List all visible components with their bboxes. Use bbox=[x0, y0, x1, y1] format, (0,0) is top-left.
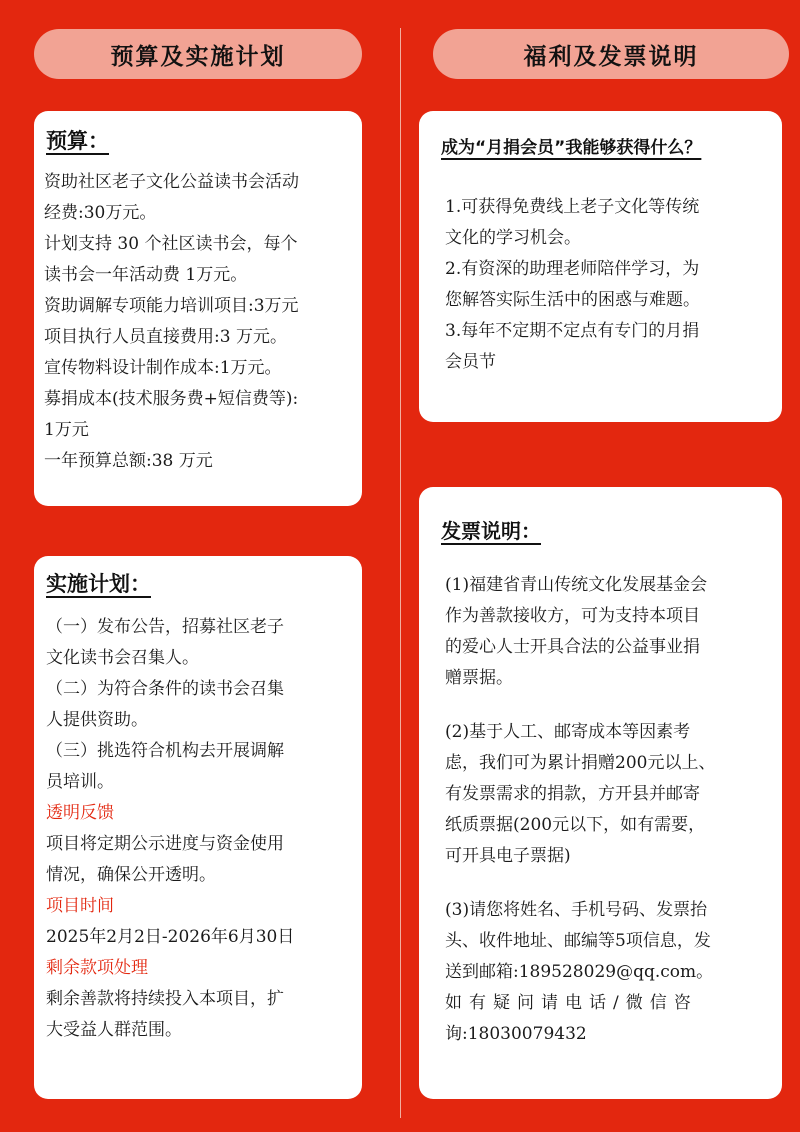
invoice-line: (1)福建省青山传统文化发展基金会 bbox=[445, 575, 708, 595]
transparency-line: 情况，确保公开透明。 bbox=[46, 865, 216, 885]
benefits-lines bbox=[441, 192, 772, 378]
plan-title: 实施计划： bbox=[46, 572, 151, 596]
invoice-line: 有发票需求的捐款，方开县并邮寄 bbox=[445, 784, 700, 804]
budget-plan-header bbox=[34, 29, 362, 79]
invoice-line: 纸质票据(200元以下，如有需要， bbox=[445, 815, 706, 835]
benefit-line: 文化的学习机会。 bbox=[445, 228, 581, 248]
plan-line: 员培训。 bbox=[46, 772, 114, 792]
budget-plan-header-label: 预算及实施计划 bbox=[110, 43, 286, 70]
invoice-line: (3)请您将姓名、手机号码、发票抬 bbox=[445, 900, 708, 920]
invoice-paragraph-1 bbox=[445, 570, 772, 694]
invoice-line: 可开具电子票据) bbox=[445, 846, 571, 866]
budget-line: 资助社区老子文化公益读书会活动 bbox=[44, 172, 299, 192]
benefits-invoice-header bbox=[433, 29, 789, 79]
transparency-heading: 透明反馈 bbox=[46, 803, 114, 823]
plan-card bbox=[34, 556, 362, 1099]
benefits-title: 成为“月捐会员”我能够获得什么？ bbox=[441, 138, 702, 158]
plan-steps bbox=[46, 612, 354, 798]
budget-line: 宣传物料设计制作成本:1万元。 bbox=[44, 358, 282, 378]
budget-line: 计划支持 30 个社区读书会，每个 bbox=[44, 234, 298, 254]
budget-lines bbox=[44, 167, 354, 477]
benefit-line: 您解答实际生活中的困惑与难题。 bbox=[445, 290, 700, 310]
plan-line: （三）挑选符合机构去开展调解 bbox=[46, 741, 284, 761]
plan-line: （二）为符合条件的读书会召集 bbox=[46, 679, 284, 699]
transparency-line: 项目将定期公示进度与资金使用 bbox=[46, 834, 284, 854]
budget-card bbox=[34, 111, 362, 506]
budget-line: 一年预算总额:38 万元 bbox=[44, 451, 213, 471]
surplus-heading: 剩余款项处理 bbox=[46, 958, 148, 978]
invoice-title: 发票说明： bbox=[441, 519, 541, 543]
benefits-invoice-header-label: 福利及发票说明 bbox=[523, 43, 699, 70]
benefit-line: 1.可获得免费线上老子文化等传统 bbox=[445, 197, 700, 217]
budget-title: 预算： bbox=[46, 129, 109, 153]
plan-line: 文化读书会召集人。 bbox=[46, 648, 199, 668]
budget-line: 项目执行人员直接费用:3 万元。 bbox=[44, 327, 287, 347]
invoice-line: 虑，我们可为累计捐赠200元以上、 bbox=[445, 753, 716, 773]
budget-line: 资助调解专项能力培训项目:3万元 bbox=[44, 296, 299, 316]
benefits-card bbox=[419, 111, 782, 422]
invoice-line: 赠票据。 bbox=[445, 668, 513, 688]
budget-line: 1万元 bbox=[44, 420, 89, 440]
budget-line: 读书会一年活动费 1万元。 bbox=[44, 265, 248, 285]
plan-line: 人提供资助。 bbox=[46, 710, 148, 730]
project-time-heading: 项目时间 bbox=[46, 896, 114, 916]
invoice-line: 的爱心人士开具合法的公益事业捐 bbox=[445, 637, 700, 657]
benefit-line: 2.有资深的助理老师陪伴学习，为 bbox=[445, 259, 700, 279]
surplus-line: 剩余善款将持续投入本项目，扩 bbox=[46, 989, 284, 1009]
surplus-line: 大受益人群范围。 bbox=[46, 1020, 182, 1040]
invoice-line: 头、收件地址、邮编等5项信息，发 bbox=[445, 931, 711, 951]
plan-line: （一）发布公告，招募社区老子 bbox=[46, 617, 284, 637]
invoice-phone-line: 询:18030079432 bbox=[445, 1024, 587, 1044]
invoice-paragraph-2 bbox=[445, 717, 772, 872]
invoice-paragraph-3 bbox=[445, 895, 772, 1050]
budget-line: 经费:30万元。 bbox=[44, 203, 157, 223]
invoice-body bbox=[441, 570, 772, 1050]
invoice-email-line: 送到邮箱:189528029@qq.com。 bbox=[445, 962, 714, 982]
invoice-line: 如有疑问请电话/微信咨 bbox=[445, 993, 698, 1013]
budget-line: 募捐成本(技术服务费+短信费等): bbox=[44, 389, 299, 409]
invoice-card bbox=[419, 487, 782, 1099]
benefit-line: 3.每年不定期不定点有专门的月捐 bbox=[445, 321, 700, 341]
benefit-line: 会员节 bbox=[445, 352, 496, 372]
invoice-line: 作为善款接收方，可为支持本项目 bbox=[445, 606, 700, 626]
project-time-value: 2025年2月2日-2026年6月30日 bbox=[46, 927, 295, 947]
center-divider bbox=[400, 28, 401, 1118]
invoice-line: (2)基于人工、邮寄成本等因素考 bbox=[445, 722, 691, 742]
